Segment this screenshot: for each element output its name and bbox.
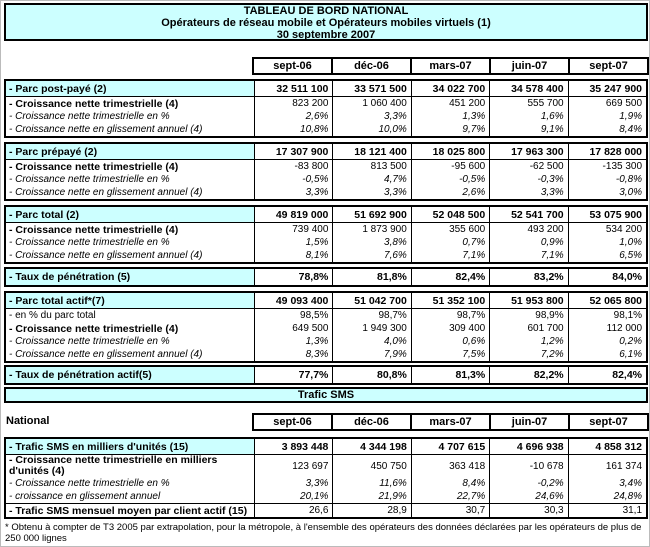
cell-value: -62 500: [489, 160, 567, 173]
cell-value: 0,9%: [489, 236, 567, 249]
cell-value: 52 048 500: [411, 207, 489, 222]
table-row: [6, 477, 646, 490]
row-label: - Taux de pénétration actif(5): [6, 367, 254, 383]
cell-value: 8,4%: [411, 477, 489, 490]
cell-value: 7,9%: [332, 348, 410, 361]
cell-value: 34 578 400: [489, 81, 567, 96]
cell-value: 51 692 900: [332, 207, 410, 222]
table-block-taux-penetration-actif: [4, 365, 648, 385]
cell-value: 77,7%: [254, 367, 332, 383]
cell-value: 11,6%: [332, 477, 410, 490]
cell-value: 84,0%: [568, 269, 646, 285]
table-row: [6, 173, 646, 186]
cell-value: 98,7%: [332, 309, 410, 322]
cell-value: 7,5%: [411, 348, 489, 361]
cell-value: 9,7%: [411, 123, 489, 136]
table-row: [6, 335, 646, 348]
table-row: [6, 503, 646, 517]
cell-value: 8,3%: [254, 348, 332, 361]
title-line-3: 30 septembre 2007: [276, 29, 376, 41]
row-label: - Croissance nette trimestrielle en %: [9, 111, 170, 122]
column-header: sept-06: [252, 413, 333, 431]
row-label: - Croissance nette trimestrielle en %: [9, 478, 170, 489]
cell-value: 49 093 400: [254, 293, 332, 308]
cell-value: 3,0%: [568, 186, 646, 199]
row-label: - Trafic SMS mensuel moyen par client actif (15): [9, 504, 248, 517]
cell-value: 52 541 700: [489, 207, 567, 222]
cell-value: 18 121 400: [332, 144, 410, 159]
row-label: - Croissance nette trimestrielle (4): [9, 97, 179, 110]
column-header-row: [252, 57, 649, 75]
cell-value: 21,9%: [332, 490, 410, 503]
table-row: [6, 123, 646, 136]
cell-value: 78,8%: [254, 269, 332, 285]
table-row: [6, 186, 646, 199]
cell-value: 7,1%: [411, 249, 489, 262]
row-label: - Croissance nette trimestrielle en milliers d'unités (4): [9, 455, 218, 477]
cell-value: 112 000: [568, 322, 646, 335]
cell-value: -135 300: [568, 160, 646, 173]
cell-value: 4,0%: [332, 335, 410, 348]
table-block-parc-total: [4, 205, 648, 264]
cell-value: 26,6: [254, 504, 332, 517]
footnote: * Obtenu à compter de T3 2005 par extrapolation, pour la métropole, à l'ensemble des opérateurs des données déclarées par les opérateurs de plus de 250 000 lignes: [5, 522, 642, 544]
row-label: - Croissance nette trimestrielle en %: [9, 336, 170, 347]
cell-value: 534 200: [568, 223, 646, 236]
cell-value: 3,8%: [332, 236, 410, 249]
cell-value: 309 400: [411, 322, 489, 335]
cell-value: -0,8%: [568, 173, 646, 186]
cell-value: 1,3%: [411, 110, 489, 123]
row-label: - en % du parc total: [9, 310, 96, 321]
table-block-trafic-sms: [4, 437, 648, 519]
column-header: déc-06: [331, 413, 412, 431]
table-row: [6, 348, 646, 361]
table-row: [6, 269, 646, 285]
table-row: [6, 110, 646, 123]
cell-value: 82,4%: [568, 367, 646, 383]
cell-value: 4 696 938: [489, 439, 567, 454]
cell-value: 1,5%: [254, 236, 332, 249]
cell-value: 1,3%: [254, 335, 332, 348]
row-label: - Croissance nette trimestrielle (4): [9, 223, 179, 236]
cell-value: 30,3: [489, 504, 567, 517]
cell-value: 51 953 800: [489, 293, 567, 308]
cell-value: 1 873 900: [332, 223, 410, 236]
cell-value: 1,6%: [489, 110, 567, 123]
cell-value: 0,2%: [568, 335, 646, 348]
title-line-1: TABLEAU DE BORD NATIONAL: [243, 5, 409, 17]
cell-value: 81,3%: [411, 367, 489, 383]
cell-value: 4,7%: [332, 173, 410, 186]
cell-value: -83 800: [254, 160, 332, 173]
cell-value: 2,6%: [254, 110, 332, 123]
cell-value: 3,3%: [332, 110, 410, 123]
table-row: [6, 490, 646, 503]
national-label: National: [6, 415, 50, 427]
column-header: mars-07: [410, 413, 491, 431]
cell-value: 82,2%: [489, 367, 567, 383]
cell-value: 22,7%: [411, 490, 489, 503]
table-row: [6, 160, 646, 173]
table-row: [6, 97, 646, 110]
table-block-parc-post-paye: [4, 79, 648, 138]
column-header: déc-06: [331, 57, 412, 75]
row-label: - Taux de pénétration (5): [6, 269, 254, 285]
cell-value: 35 247 900: [568, 81, 646, 96]
table-row: [6, 249, 646, 262]
row-label: - Trafic SMS en milliers d'unités (15): [6, 439, 254, 454]
row-label: - Parc total actif*(7): [6, 293, 254, 308]
cell-value: 649 500: [254, 322, 332, 335]
cell-value: 98,5%: [254, 309, 332, 322]
table-block-taux-penetration: [4, 267, 648, 287]
cell-value: -0,5%: [254, 173, 332, 186]
cell-value: -0,2%: [489, 477, 567, 490]
cell-value: -0,3%: [489, 173, 567, 186]
cell-value: 9,1%: [489, 123, 567, 136]
cell-value: 10,8%: [254, 123, 332, 136]
cell-value: 555 700: [489, 97, 567, 110]
cell-value: 6,5%: [568, 249, 646, 262]
cell-value: 83,2%: [489, 269, 567, 285]
cell-value: 51 042 700: [332, 293, 410, 308]
cell-value: 3,3%: [254, 477, 332, 490]
row-label: - Parc prépayé (2): [6, 144, 254, 159]
column-header: juin-07: [489, 413, 570, 431]
cell-value: 813 500: [332, 160, 410, 173]
title-line-2: Opérateurs de réseau mobile et Opérateurs mobiles virtuels (1): [161, 17, 491, 29]
cell-value: 98,7%: [411, 309, 489, 322]
cell-value: 7,2%: [489, 348, 567, 361]
cell-value: 98,9%: [489, 309, 567, 322]
cell-value: 20,1%: [254, 490, 332, 503]
cell-value: 7,1%: [489, 249, 567, 262]
column-header: sept-07: [568, 57, 649, 75]
cell-value: 3,3%: [332, 186, 410, 199]
table-row: [6, 367, 646, 383]
cell-value: 51 352 100: [411, 293, 489, 308]
cell-value: 33 571 500: [332, 81, 410, 96]
column-header-row: [252, 413, 649, 431]
cell-value: 30,7: [411, 504, 489, 517]
cell-value: 53 075 900: [568, 207, 646, 222]
table-row: [6, 293, 646, 309]
cell-value: 98,1%: [568, 309, 646, 322]
table-row: [6, 455, 646, 477]
cell-value: 18 025 800: [411, 144, 489, 159]
table-row: [6, 322, 646, 335]
cell-value: 451 200: [411, 97, 489, 110]
cell-value: 4 858 312: [568, 439, 646, 454]
cell-value: 80,8%: [332, 367, 410, 383]
cell-value: 8,4%: [568, 123, 646, 136]
cell-value: 3 893 448: [254, 439, 332, 454]
cell-value: 823 200: [254, 97, 332, 110]
column-header: sept-06: [252, 57, 333, 75]
cell-value: 8,1%: [254, 249, 332, 262]
table-row: [6, 144, 646, 160]
row-label: - Croissance nette en glissement annuel (4): [9, 250, 203, 261]
cell-value: 7,6%: [332, 249, 410, 262]
cell-value: 10,0%: [332, 123, 410, 136]
table-row: [6, 223, 646, 236]
row-label: - Croissance nette en glissement annuel (4): [9, 187, 203, 198]
cell-value: 601 700: [489, 322, 567, 335]
table-row: [6, 81, 646, 97]
cell-value: 17 307 900: [254, 144, 332, 159]
cell-value: 493 200: [489, 223, 567, 236]
table-block-parc-prepaye: [4, 142, 648, 201]
cell-value: 1,9%: [568, 110, 646, 123]
cell-value: 739 400: [254, 223, 332, 236]
table-row: [6, 236, 646, 249]
cell-value: 17 963 300: [489, 144, 567, 159]
row-label: - Parc post-payé (2): [6, 81, 254, 96]
cell-value: 1,2%: [489, 335, 567, 348]
cell-value: 31,1: [568, 504, 646, 517]
cell-value: 24,8%: [568, 490, 646, 503]
cell-value: -0,5%: [411, 173, 489, 186]
cell-value: 3,3%: [254, 186, 332, 199]
column-header: juin-07: [489, 57, 570, 75]
cell-value: 82,4%: [411, 269, 489, 285]
table-block-parc-total-actif: [4, 291, 648, 363]
cell-value: 450 750: [332, 455, 410, 477]
cell-value: 81,8%: [332, 269, 410, 285]
cell-value: 669 500: [568, 97, 646, 110]
table-row: [6, 309, 646, 322]
row-label: - croissance en glissement annuel: [9, 491, 161, 502]
cell-value: 1 949 300: [332, 322, 410, 335]
row-label: - Croissance nette trimestrielle (4): [9, 160, 179, 173]
sms-section-title: Trafic SMS: [4, 387, 648, 403]
cell-value: -10 678: [489, 455, 567, 477]
cell-value: 161 374: [568, 455, 646, 477]
cell-value: 4 344 198: [332, 439, 410, 454]
cell-value: 17 828 000: [568, 144, 646, 159]
cell-value: 6,1%: [568, 348, 646, 361]
cell-value: 34 022 700: [411, 81, 489, 96]
row-label: - Croissance nette trimestrielle en %: [9, 174, 170, 185]
row-label: - Croissance nette trimestrielle en %: [9, 237, 170, 248]
cell-value: 363 418: [411, 455, 489, 477]
cell-value: 0,7%: [411, 236, 489, 249]
cell-value: 24,6%: [489, 490, 567, 503]
cell-value: 32 511 100: [254, 81, 332, 96]
cell-value: 28,9: [332, 504, 410, 517]
column-header: mars-07: [410, 57, 491, 75]
cell-value: 123 697: [254, 455, 332, 477]
cell-value: 4 707 615: [411, 439, 489, 454]
table-row: [6, 207, 646, 223]
row-label: - Croissance nette en glissement annuel (4): [9, 349, 203, 360]
column-header: sept-07: [568, 413, 649, 431]
row-label: - Parc total (2): [6, 207, 254, 222]
cell-value: 49 819 000: [254, 207, 332, 222]
title-box: [4, 3, 648, 41]
cell-value: 3,4%: [568, 477, 646, 490]
cell-value: 3,3%: [489, 186, 567, 199]
cell-value: 0,6%: [411, 335, 489, 348]
table-row: [6, 439, 646, 455]
cell-value: 355 600: [411, 223, 489, 236]
cell-value: 2,6%: [411, 186, 489, 199]
row-label: - Croissance nette trimestrielle (4): [9, 322, 179, 335]
cell-value: -95 600: [411, 160, 489, 173]
cell-value: 1 060 400: [332, 97, 410, 110]
row-label: - Croissance nette en glissement annuel (4): [9, 124, 203, 135]
cell-value: 1,0%: [568, 236, 646, 249]
cell-value: 52 065 800: [568, 293, 646, 308]
